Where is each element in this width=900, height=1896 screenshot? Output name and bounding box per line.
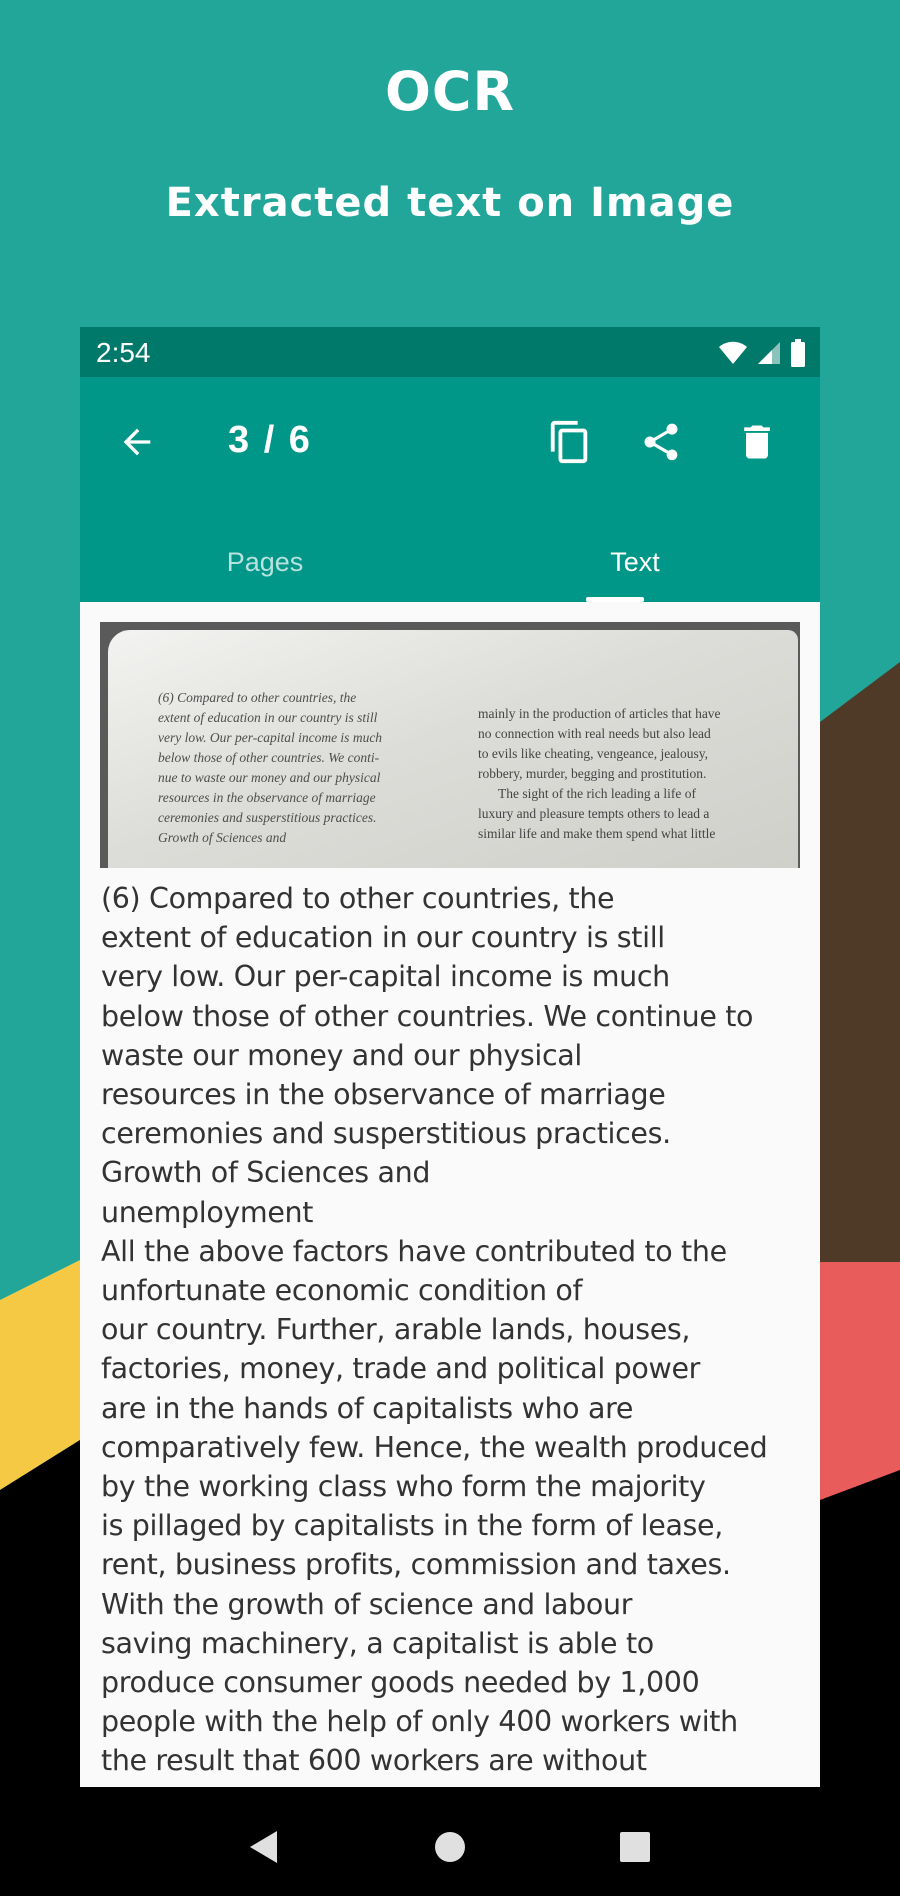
tab-pages-label: Pages <box>226 546 304 577</box>
page-counter: 3 / 6 <box>228 419 312 461</box>
nav-back-button[interactable] <box>233 1817 293 1877</box>
photo-text-right: mainly in the production of articles that have no connection with real needs but also lead to evils like cheating, vengeance, jealousy, robbery, murder, begging and prostitution. The sight of the rich leading a life of luxury and pleasure tempts others to lead a similar life and make them spend what little <box>478 706 721 841</box>
promo-subtitle: Extracted text on Image <box>165 180 735 226</box>
wifi-icon <box>718 340 748 366</box>
circle-home-icon <box>433 1830 467 1864</box>
battery-icon <box>790 339 806 367</box>
square-recents-icon <box>618 1830 652 1864</box>
nav-recents-button[interactable] <box>605 1817 665 1877</box>
scanned-page-image[interactable] <box>100 622 800 868</box>
text-content-area[interactable] <box>80 602 820 1787</box>
triangle-back-icon <box>246 1828 280 1866</box>
promo-title: OCR <box>384 60 516 123</box>
app-bar <box>80 377 820 602</box>
tab-text-label: Text <box>610 546 660 577</box>
status-time: 2:54 <box>96 337 151 368</box>
extracted-text[interactable]: (6) Compared to other countries, the extent of education in our country is still very low. Our per-capital income is much below those of other countries. We continue to waste our money and our physical resources in the observance of marriage ceremonies and susperstitious practices. Growth of Sciences and unemployment All the above factors have contributed to the unfortunate economic condition of our country. Further, arable lands, houses, factories, money, trade and political power are in the hands of capitalists who are comparatively few. Hence, the wealth produced by the working class who form the majority is pillaged by capitalists in the form of lease, rent, business profits, commission and taxes. With the growth of science and labour saving machinery, a capitalist is able to produce consumer goods needed by 1,000 people with the help of only 400 workers with the result that 600 workers are without <box>101 882 768 1778</box>
photo-text-left: (6) Compared to other countries, the extent of education in our country is still very low. Our per-capital income is much below those of other countries. We conti- nue to waste our money and our physical resources in the observance of marriage ceremonies and susperstitious practices. Growth of Sciences and <box>158 690 383 845</box>
delete-button[interactable] <box>722 407 792 477</box>
delete-icon <box>735 420 779 464</box>
tab-pages[interactable] <box>80 522 450 602</box>
tab-text[interactable] <box>450 522 820 602</box>
copy-icon <box>547 419 593 465</box>
phone-screen <box>80 327 820 1787</box>
signal-icon <box>756 340 782 366</box>
nav-home-button[interactable] <box>420 1817 480 1877</box>
copy-button[interactable] <box>535 407 605 477</box>
back-button[interactable] <box>102 407 172 477</box>
black-band <box>0 1440 80 1787</box>
system-nav-bar <box>0 1787 900 1896</box>
back-arrow-icon <box>117 422 157 462</box>
share-icon <box>639 420 683 464</box>
status-bar <box>80 327 820 377</box>
share-button[interactable] <box>626 407 696 477</box>
